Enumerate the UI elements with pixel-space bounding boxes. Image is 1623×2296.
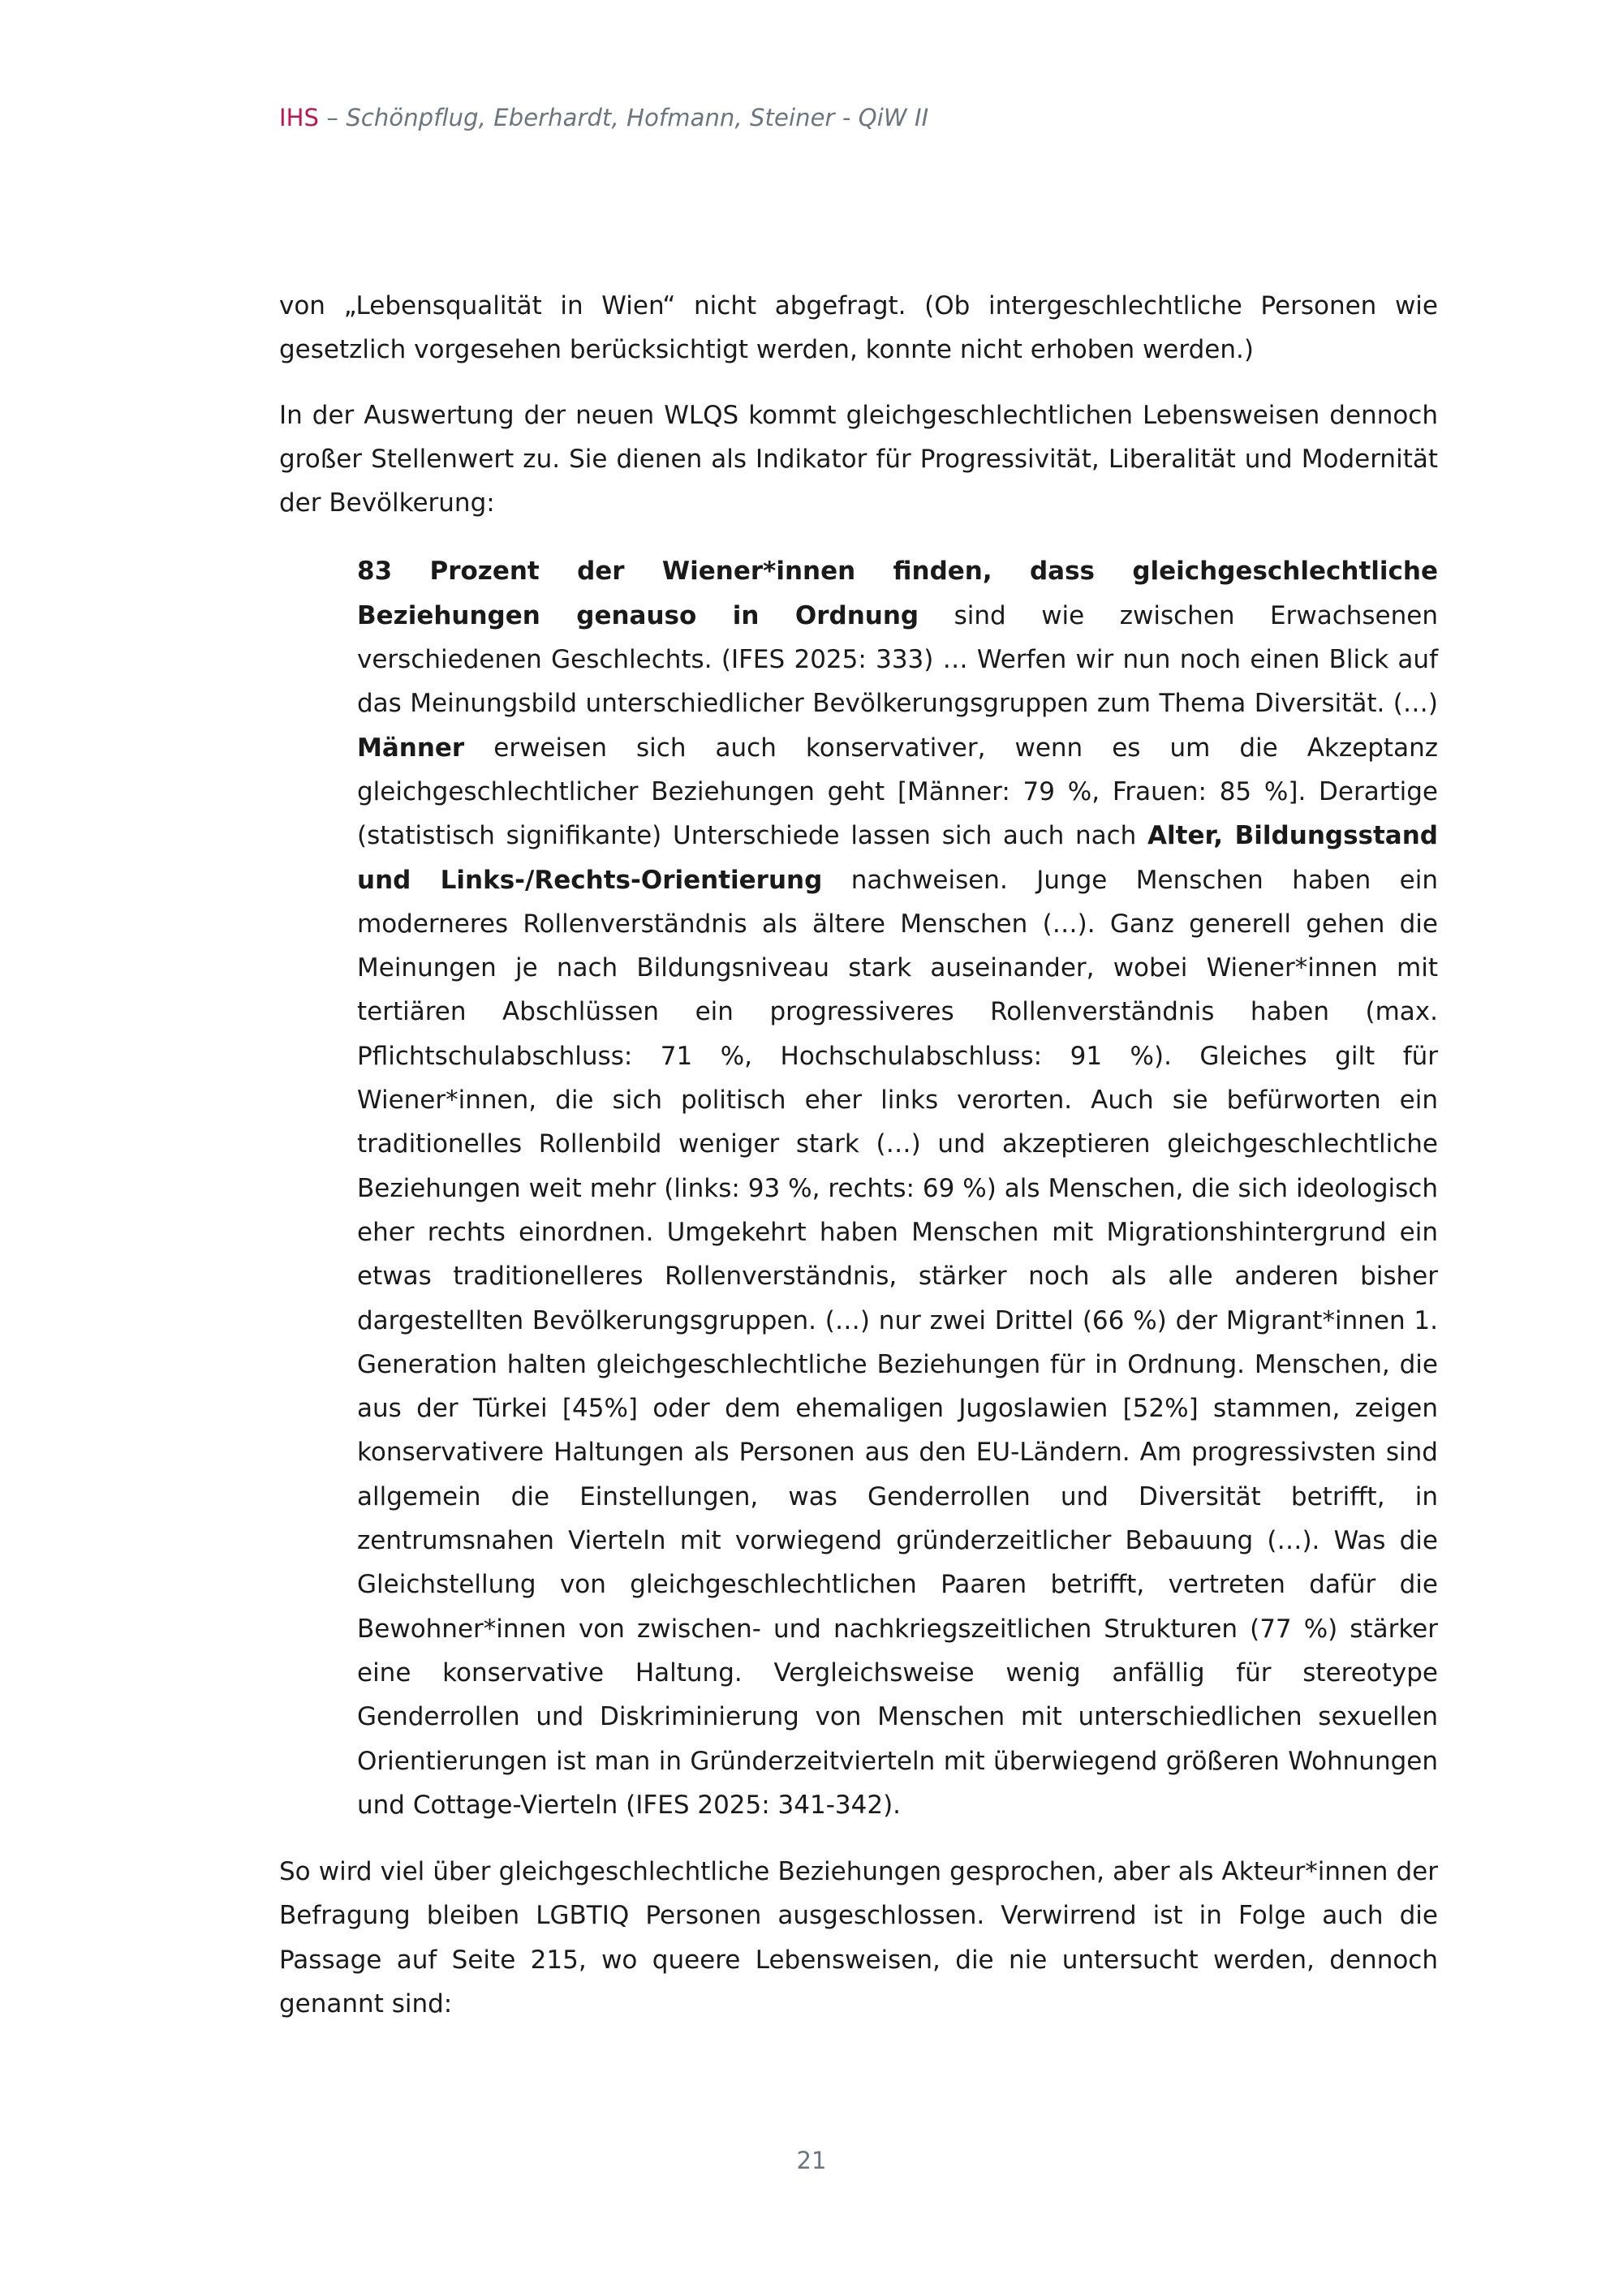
body-paragraph-1: von „Lebensqualität in Wien“ nicht abgefragt. (Ob intergeschlechtliche Personen wie gesetzlich vorgesehen berücksichtigt werden, konnte nicht erhoben werden.) [279, 291, 1438, 365]
quote-bold-3: Alter, Bildungsstand und Links-/Rechts-Orientierung [357, 821, 1438, 895]
quote-bold-1: 83 Prozent der Wiener*innen finden, dass gleichgeschlechtliche Beziehungen genauso in Ordnung [357, 557, 1438, 630]
page-body [279, 284, 1438, 2047]
quote-text-1: sind wie zwischen Erwachsenen verschiedenen Geschlechts. (IFES 2025: 333) … Werfen wir nun noch einen Blick auf das Meinungsbild unterschiedlicher Bevölkerungsgruppen zum Thema Diversität. (…) [357, 600, 1438, 719]
page-number: 21 [796, 2147, 827, 2174]
header-authors: Schönpflug, Eberhardt, Hofmann, Steiner - QiW II [346, 104, 929, 131]
header-separator: – [319, 104, 347, 131]
header-institution: IHS [279, 104, 320, 131]
block-quote [357, 549, 1438, 1827]
body-paragraph-2: In der Auswertung der neuen WLQS kommt gleichgeschlechtlichen Lebensweisen dennoch großer Stellenwert zu. Sie dienen als Indikator für Progressivität, Liberalität und Modernität der Bevölkerung: [279, 400, 1438, 518]
quote-text-3: nachweisen. Junge Menschen haben ein moderneres Rollenverständnis als ältere Menschen (…). Ganz generell gehen die Meinungen je nach Bildungsniveau stark auseinander, wobei Wiener*innen mit tertiären Abschlüssen ein progressiveres Rollenverständnis haben (max. Pflichtschulabschluss: 71 %, Hochschulabschluss: 91 %). Gleiches gilt für Wiener*innen, die sich politisch eher links verorten. Auch sie befürworten ein traditionelles Rollenbild weniger stark (…) und akzeptieren gleichgeschlechtliche Beziehungen weit mehr (links: 93 %, rechts: 69 %) als Menschen, die sich ideologisch eher rechts einordnen. Umgekehrt haben Menschen mit Migrationshintergrund ein etwas traditionelleres Rollenverständnis, stärker noch als alle anderen bisher dargestellten Bevölkerungsgruppen. (…) nur zwei Drittel (66 %) der Migrant*innen 1. Generation halten gleichgeschlechtliche Beziehungen für in Ordnung. Menschen, die aus der Türkei [45%] oder dem ehemaligen Jugoslawien [52%] stammen, zeigen konservativere Haltungen als Personen aus den EU-Ländern. Am progressivsten sind allgemein die Einstellungen, was Genderrollen und Diversität betrifft, in zentrumsnahen Vierteln mit vorwiegend gründerzeitlicher Bebauung (…). Was die Gleichstellung von gleichgeschlechtlichen Paaren betrifft, vertreten dafür die Bewohner*innen von zwischen- und nachkriegszeitlichen Strukturen (77 %) stärker eine konservative Haltung. Vergleichsweise wenig anfällig für stereotype Genderrollen und Diskriminierung von Menschen mit unterschiedlichen sexuellen Orientierungen ist man in Gründerzeitvierteln mit überwiegend größeren Wohnungen und Cottage-Vierteln (IFES 2025: 341-342). [357, 865, 1438, 1820]
running-header [279, 104, 928, 131]
quote-bold-2: Männer [357, 733, 465, 763]
quote-text-2: erweisen sich auch konservativer, wenn es um die Akzeptanz gleichgeschlechtlicher Beziehungen geht [Männer: 79 %, Frauen: 85 %]. Derartige (statistisch signifikante) Unterschiede lassen sich auch nach [357, 733, 1438, 851]
body-paragraph-3: So wird viel über gleichgeschlechtliche Beziehungen gesprochen, aber als Akteur*innen der Befragung bleiben LGBTIQ Personen ausgeschlossen. Verwirrend ist in Folge auch die Passage auf Seite 215, wo queere Lebensweisen, die nie untersucht werden, dennoch genannt sind: [279, 1857, 1438, 2019]
